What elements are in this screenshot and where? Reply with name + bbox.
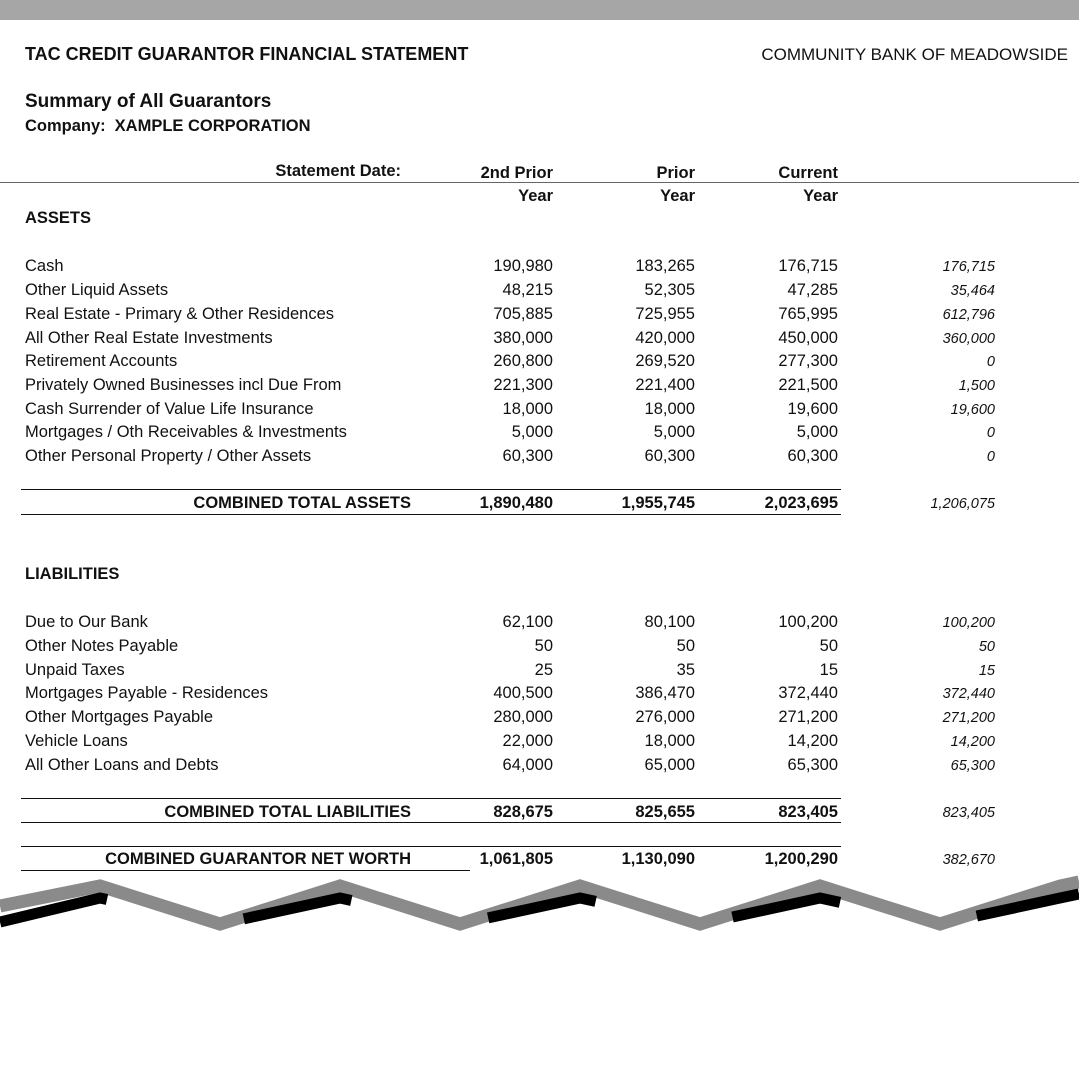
value-adjusted: 65,300 — [950, 758, 995, 774]
value-adjusted: 50 — [978, 639, 995, 655]
value-2nd-prior: 48,215 — [502, 281, 553, 299]
value-2nd-prior: 25 — [534, 661, 553, 679]
value-current: 277,300 — [778, 352, 838, 370]
value-prior: 52,305 — [644, 281, 695, 299]
row-label: Real Estate - Primary & Other Residences — [25, 305, 335, 323]
value-2nd-prior: 190,980 — [493, 257, 553, 275]
torn-page-edge — [0, 868, 1079, 938]
value-prior: 221,400 — [635, 376, 695, 394]
value-current: 450,000 — [778, 329, 838, 347]
asset-row — [0, 400, 1079, 424]
value-2nd-prior: 400,500 — [493, 684, 553, 702]
total-liabilities-row — [0, 803, 1079, 827]
liabilities-total-bottom-rule — [21, 822, 841, 823]
total-assets-label: COMBINED TOTAL ASSETS — [193, 494, 411, 512]
value-prior: 269,520 — [635, 352, 695, 370]
value-current: 5,000 — [796, 423, 838, 441]
value-current: 372,440 — [778, 684, 838, 702]
value-2nd-prior: 5,000 — [511, 423, 553, 441]
total-liabilities-prior: 825,655 — [635, 803, 695, 821]
value-prior: 183,265 — [635, 257, 695, 275]
row-label: Other Personal Property / Other Assets — [25, 447, 312, 465]
total-assets-current: 2,023,695 — [764, 494, 838, 512]
liability-row — [0, 732, 1079, 756]
value-2nd-prior: 60,300 — [502, 447, 553, 465]
asset-row — [0, 281, 1079, 305]
total-liabilities-adjusted: 823,405 — [942, 805, 995, 821]
value-current: 176,715 — [778, 257, 838, 275]
document-title: TAC CREDIT GUARANTOR FINANCIAL STATEMENT — [25, 44, 469, 64]
value-adjusted: 14,200 — [950, 734, 995, 750]
value-adjusted: 176,715 — [942, 259, 995, 275]
net-worth-prior: 1,130,090 — [621, 850, 695, 868]
value-current: 50 — [819, 637, 838, 655]
company-line — [25, 117, 311, 136]
row-label: Cash — [25, 257, 64, 275]
asset-row — [0, 257, 1079, 281]
liability-row — [0, 684, 1079, 708]
value-current: 47,285 — [787, 281, 838, 299]
value-prior: 60,300 — [644, 447, 695, 465]
row-label: Due to Our Bank — [25, 613, 148, 631]
net-worth-label: COMBINED GUARANTOR NET WORTH — [105, 850, 411, 868]
value-prior: 65,000 — [644, 756, 695, 774]
value-2nd-prior: 18,000 — [502, 400, 553, 418]
value-adjusted: 360,000 — [942, 331, 995, 347]
value-current: 15 — [819, 661, 838, 679]
asset-row — [0, 305, 1079, 329]
value-adjusted: 0 — [986, 354, 995, 370]
value-adjusted: 19,600 — [950, 402, 995, 418]
value-current: 100,200 — [778, 613, 838, 631]
asset-row — [0, 329, 1079, 353]
liabilities-heading: LIABILITIES — [25, 565, 120, 583]
net-worth-2nd-prior: 1,061,805 — [479, 850, 553, 868]
value-current: 765,995 — [778, 305, 838, 323]
net-worth-adjusted: 382,670 — [942, 852, 995, 868]
value-prior: 725,955 — [635, 305, 695, 323]
liability-row — [0, 637, 1079, 661]
liability-row — [0, 756, 1079, 780]
row-label: Cash Surrender of Value Life Insurance — [25, 400, 314, 418]
asset-row — [0, 352, 1079, 376]
value-adjusted: 1,500 — [958, 378, 995, 394]
total-liabilities-label: COMBINED TOTAL LIABILITIES — [164, 803, 411, 821]
value-adjusted: 15 — [978, 663, 995, 679]
value-adjusted: 612,796 — [942, 307, 995, 323]
value-prior: 50 — [676, 637, 695, 655]
value-prior: 276,000 — [635, 708, 695, 726]
net-worth-current: 1,200,290 — [764, 850, 838, 868]
value-prior: 80,100 — [644, 613, 695, 631]
total-assets-prior: 1,955,745 — [621, 494, 695, 512]
value-2nd-prior: 22,000 — [502, 732, 553, 750]
value-prior: 18,000 — [644, 400, 695, 418]
value-2nd-prior: 280,000 — [493, 708, 553, 726]
value-adjusted: 0 — [986, 449, 995, 465]
total-assets-2nd-prior: 1,890,480 — [479, 494, 553, 512]
asset-row — [0, 423, 1079, 447]
value-prior: 5,000 — [653, 423, 695, 441]
column-header-prior-year: Prior Year — [656, 164, 695, 205]
row-label: Vehicle Loans — [25, 732, 128, 750]
row-label: Privately Owned Businesses incl Due From — [25, 376, 342, 394]
total-assets-adjusted: 1,206,075 — [930, 496, 995, 512]
value-adjusted: 100,200 — [942, 615, 995, 631]
liability-row — [0, 613, 1079, 637]
value-2nd-prior: 221,300 — [493, 376, 553, 394]
assets-heading: ASSETS — [25, 209, 92, 227]
liability-row — [0, 708, 1079, 732]
value-adjusted: 372,440 — [942, 686, 995, 702]
row-label: All Other Real Estate Investments — [25, 329, 273, 347]
row-label: Other Liquid Assets — [25, 281, 169, 299]
value-adjusted: 35,464 — [950, 283, 995, 299]
column-header-current-year: Current Year — [778, 164, 838, 205]
value-current: 221,500 — [778, 376, 838, 394]
row-label: Other Notes Payable — [25, 637, 179, 655]
bank-name: COMMUNITY BANK OF MEADOWSIDE — [761, 45, 1068, 64]
asset-row — [0, 447, 1079, 471]
row-label: Unpaid Taxes — [25, 661, 125, 679]
row-label: All Other Loans and Debts — [25, 756, 219, 774]
value-2nd-prior: 62,100 — [502, 613, 553, 631]
row-label: Mortgages Payable - Residences — [25, 684, 269, 702]
value-current: 19,600 — [787, 400, 838, 418]
total-liabilities-2nd-prior: 828,675 — [493, 803, 553, 821]
statement-date-label: Statement Date: — [275, 162, 401, 180]
value-adjusted: 271,200 — [942, 710, 995, 726]
value-2nd-prior: 50 — [534, 637, 553, 655]
value-prior: 420,000 — [635, 329, 695, 347]
value-2nd-prior: 380,000 — [493, 329, 553, 347]
assets-total-top-rule — [21, 489, 841, 490]
asset-row — [0, 376, 1079, 400]
liability-row — [0, 661, 1079, 685]
value-current: 65,300 — [787, 756, 838, 774]
assets-total-bottom-rule — [21, 514, 841, 515]
value-current: 271,200 — [778, 708, 838, 726]
value-prior: 18,000 — [644, 732, 695, 750]
value-current: 14,200 — [787, 732, 838, 750]
company-value: XAMPLE CORPORATION — [114, 117, 311, 135]
value-current: 60,300 — [787, 447, 838, 465]
value-prior: 386,470 — [635, 684, 695, 702]
value-2nd-prior: 705,885 — [493, 305, 553, 323]
value-prior: 35 — [676, 661, 695, 679]
column-header-2nd-prior-year: 2nd Prior Year — [480, 164, 553, 205]
row-label: Mortgages / Oth Receivables & Investments — [25, 423, 347, 441]
value-adjusted: 0 — [986, 425, 995, 441]
top-bar — [0, 0, 1079, 20]
value-2nd-prior: 64,000 — [502, 756, 553, 774]
header-divider — [0, 182, 1079, 183]
row-label: Other Mortgages Payable — [25, 708, 214, 726]
company-label: Company: — [25, 117, 106, 135]
value-2nd-prior: 260,800 — [493, 352, 553, 370]
row-label: Retirement Accounts — [25, 352, 178, 370]
summary-title: Summary of All Guarantors — [25, 91, 272, 112]
net-worth-top-rule — [21, 846, 841, 847]
liabilities-total-top-rule — [21, 798, 841, 799]
total-liabilities-current: 823,405 — [778, 803, 838, 821]
